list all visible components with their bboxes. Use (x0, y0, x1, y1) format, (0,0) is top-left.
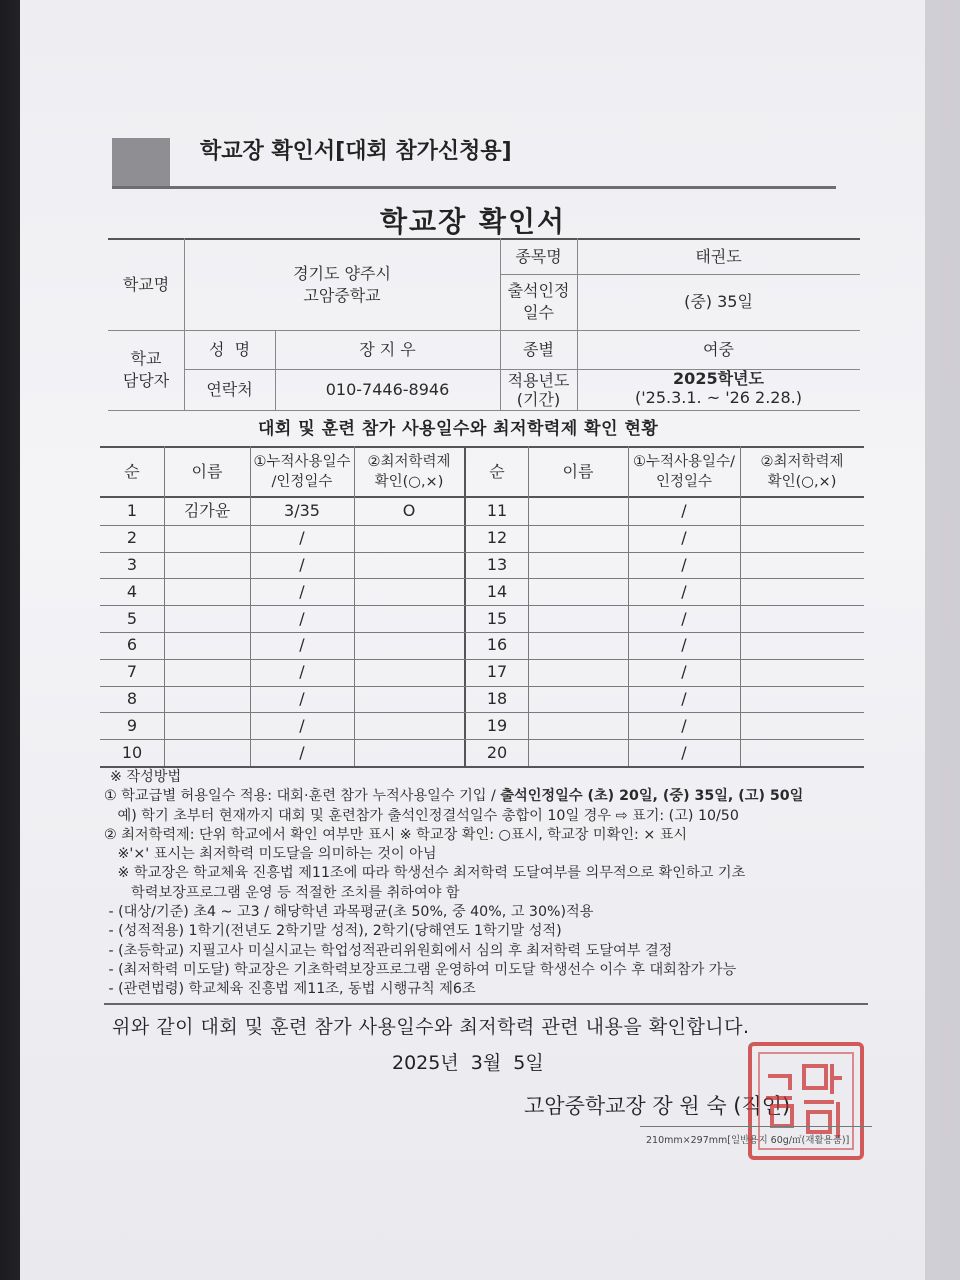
row-right-name (528, 552, 628, 579)
principal-signature: 고암중학교장 장 원 숙 (직인) (524, 1094, 791, 1118)
header-days-1: ①누적사용일수 (253, 454, 351, 470)
row-left-name (164, 739, 250, 766)
event-label: 종목명 (515, 247, 562, 266)
name-label: 성 명 (208, 339, 251, 359)
name-value: 장 지 우 (359, 339, 416, 359)
row-left-name (164, 632, 250, 659)
row-left-name (164, 659, 250, 686)
row-left-days: / (299, 554, 305, 574)
row-left-check (354, 605, 464, 632)
row-left-days: / (299, 528, 305, 548)
note-1 (104, 787, 874, 806)
row-left-name (164, 605, 250, 632)
row-right-days: / (681, 688, 687, 708)
year-value (577, 365, 860, 410)
row-right-days: / (681, 501, 687, 521)
row-right-no: 13 (486, 554, 508, 574)
row-right-no: 15 (486, 608, 508, 628)
row-right-name (528, 739, 628, 766)
row-right-days: / (681, 554, 687, 574)
note-1-text: ① 학교급별 허용일수 적용: 대회·훈련 참가 누적사용일수 기입 / (104, 788, 501, 805)
header-check-right (740, 448, 864, 496)
year-value-1: 2025학년도 (673, 368, 764, 388)
header-no: 순 (124, 462, 140, 481)
row-right-check (740, 712, 864, 739)
table-title: 대회 및 훈련 참가 사용일수와 최저학력제 확인 현황 (258, 419, 659, 439)
row-right-days: / (681, 528, 687, 548)
section-title: 학교장 확인서[대회 참가신청용] (200, 139, 512, 164)
attend-label-1: 출석인정 (507, 281, 570, 300)
header-name-right: 이름 (562, 462, 594, 481)
confirmation-statement: 위와 같이 대회 및 훈련 참가 사용일수와 최저학력 관련 내용을 확인합니다. (112, 1016, 750, 1038)
notes-heading: ※ 작성방법 (110, 769, 182, 785)
row-right-days: / (681, 662, 687, 682)
row-right-check (740, 525, 864, 552)
row-right-days: / (681, 608, 687, 628)
row-left-days: / (299, 715, 305, 735)
note-10: - (관련법령) 학교체육 진흥법 제11조, 동법 시행규칙 제6조 (104, 981, 476, 998)
row-left-days: / (299, 742, 305, 762)
school-region: 경기도 양주시 (293, 264, 391, 283)
row-right-no: 12 (486, 528, 508, 548)
year-label-2: (기간) (516, 389, 561, 409)
row-left-days: / (299, 635, 305, 655)
row-right-no: 11 (486, 501, 508, 521)
row-right-no: 20 (486, 742, 508, 762)
row-left-no: 10 (121, 742, 143, 762)
row-right-name (528, 632, 628, 659)
note-4: ※ 학교장은 학교체육 진흥법 제11조에 따라 학생선수 최저학력 도달여부를 의무적으로 확인하고 기초 (104, 865, 746, 882)
row-right-name (528, 712, 628, 739)
row-right-no: 16 (486, 635, 508, 655)
category-value: 여중 (703, 339, 734, 359)
row-left-no: 5 (126, 608, 138, 628)
note-3: ※'×' 표시는 최저학력 미도달을 의미하는 것이 아님 (104, 846, 437, 863)
note-6: - (대상/기준) 초4 ~ 고3 / 해당학년 과목평균(초 50%, 중 40%, 고 30%)적용 (104, 904, 594, 921)
row-right-name (528, 659, 628, 686)
attend-value: (중) 35일 (684, 292, 753, 311)
header-days (250, 448, 354, 496)
row-left-check (354, 552, 464, 579)
year-value-2: ('25.3.1. ~ '26 2.28.) (635, 387, 802, 407)
manager-label-1: 학교 (130, 349, 162, 368)
event-value: 태권도 (695, 247, 742, 266)
contact-label: 연락처 (206, 379, 253, 399)
row-right-check (740, 659, 864, 686)
row-left-check (354, 712, 464, 739)
row-right-days: / (681, 715, 687, 735)
row-right-name (528, 525, 628, 552)
row-right-check (740, 739, 864, 766)
attend-label (500, 274, 577, 330)
row-right-check (740, 632, 864, 659)
note-7: - (성적적용) 1학기(전년도 2학기말 성적), 2학기(당해연도 1학기말 성적) (104, 923, 562, 940)
row-left-name: 김가윤 (183, 501, 231, 521)
section-marker (112, 138, 170, 186)
note-1-example: 예) 학기 초부터 현재까지 대회 및 훈련참가 출석인정결석일수 총합이 10일 경우 ⇨ 표기: (고) 10/50 (104, 807, 739, 824)
row-right-name (528, 605, 628, 632)
contact-value: 010-7446-8946 (325, 379, 450, 399)
header-days-right-2: 인정일수 (655, 474, 713, 490)
school-value (184, 240, 500, 330)
row-left-name (164, 686, 250, 713)
row-left-no: 2 (126, 528, 138, 548)
row-left-no: 6 (126, 635, 138, 655)
note-9: - (최저학력 미도달) 학교장은 기초학력보장프로그램 운영하여 미도달 학생선수 이수 후 대회참가 가능 (104, 961, 737, 978)
row-left-check (354, 686, 464, 713)
row-right-days: / (681, 635, 687, 655)
manager-label-2: 담당자 (122, 371, 170, 390)
row-right-check (740, 605, 864, 632)
row-left-days: 3/35 (284, 501, 320, 521)
row-left-no: 8 (126, 688, 138, 708)
note-2: ② 최저학력제: 단위 학교에서 확인 여부만 표시 ※ 학교장 확인: ○표시, 학교장 미확인: × 표시 (104, 826, 688, 843)
row-right-no: 14 (486, 581, 508, 601)
row-left-days: / (299, 688, 305, 708)
confirm-rule (104, 1003, 868, 1005)
row-right-name (528, 686, 628, 713)
header-check-right-1: ②최저학력제 (760, 454, 844, 470)
school-name: 고암중학교 (303, 286, 381, 305)
header-check-1: ②최저학력제 (367, 454, 451, 470)
header-days-right (628, 448, 740, 496)
header-check-2: 확인(○,×) (374, 474, 444, 490)
row-left-no: 3 (126, 554, 138, 574)
row-left-check (354, 632, 464, 659)
row-right-no: 19 (486, 715, 508, 735)
row-left-no: 9 (126, 715, 138, 735)
participation-table (100, 446, 864, 766)
header-name: 이름 (191, 462, 223, 481)
row-right-name (528, 498, 628, 525)
paper-spec: 210mm×297mm[일반용지 60g/㎡(재활용품)] (646, 1135, 850, 1146)
row-right-days: / (681, 581, 687, 601)
header-days-2: /인정일수 (271, 474, 333, 490)
row-left-days: / (299, 662, 305, 682)
note-8: - (초등학교) 지필고사 미실시교는 학업성적관리위원회에서 심의 후 최저학력 도달여부 결정 (104, 942, 673, 959)
footer-rule (640, 1126, 872, 1127)
row-left-days: / (299, 581, 305, 601)
issue-date: 2025년 3월 5일 (392, 1052, 544, 1074)
header-no-right: 순 (489, 462, 505, 481)
row-left-name (164, 552, 250, 579)
row-left-no: 4 (126, 581, 138, 601)
row-left-name (164, 712, 250, 739)
document-title: 학교장 확인서 (380, 205, 567, 238)
row-left-days: / (299, 608, 305, 628)
row-left-no: 7 (126, 662, 138, 682)
section-rule (112, 186, 836, 189)
year-label (500, 369, 577, 410)
note-1-bold: 출석인정일수 (초) 20일, (중) 35일, (고) 50일 (500, 788, 804, 805)
row-right-check (740, 578, 864, 605)
attend-label-2: 일수 (523, 303, 554, 322)
row-left-name (164, 525, 250, 552)
header-days-right-1: ①누적사용일수/ (633, 454, 735, 470)
note-5: 학력보장프로그램 운영 등 적절한 조치를 취하여야 함 (104, 884, 460, 901)
header-check (354, 448, 464, 496)
row-right-check (740, 686, 864, 713)
header-check-right-2: 확인(○,×) (767, 474, 837, 490)
row-right-name (528, 578, 628, 605)
row-left-check (354, 525, 464, 552)
school-label: 학교명 (122, 275, 170, 294)
row-right-days: / (681, 742, 687, 762)
row-left-name (164, 578, 250, 605)
writing-instructions (104, 768, 874, 1000)
category-label: 종별 (523, 339, 554, 359)
row-right-check (740, 498, 864, 525)
row-right-no: 18 (486, 688, 508, 708)
row-left-check (354, 659, 464, 686)
year-label-1: 적용년도 (507, 370, 570, 390)
row-left-check (354, 739, 464, 766)
row-left-check (354, 578, 464, 605)
manager-label (108, 330, 184, 410)
row-left-check: O (402, 501, 416, 521)
row-left-no: 1 (126, 501, 138, 521)
row-right-no: 17 (486, 662, 508, 682)
row-right-check (740, 552, 864, 579)
